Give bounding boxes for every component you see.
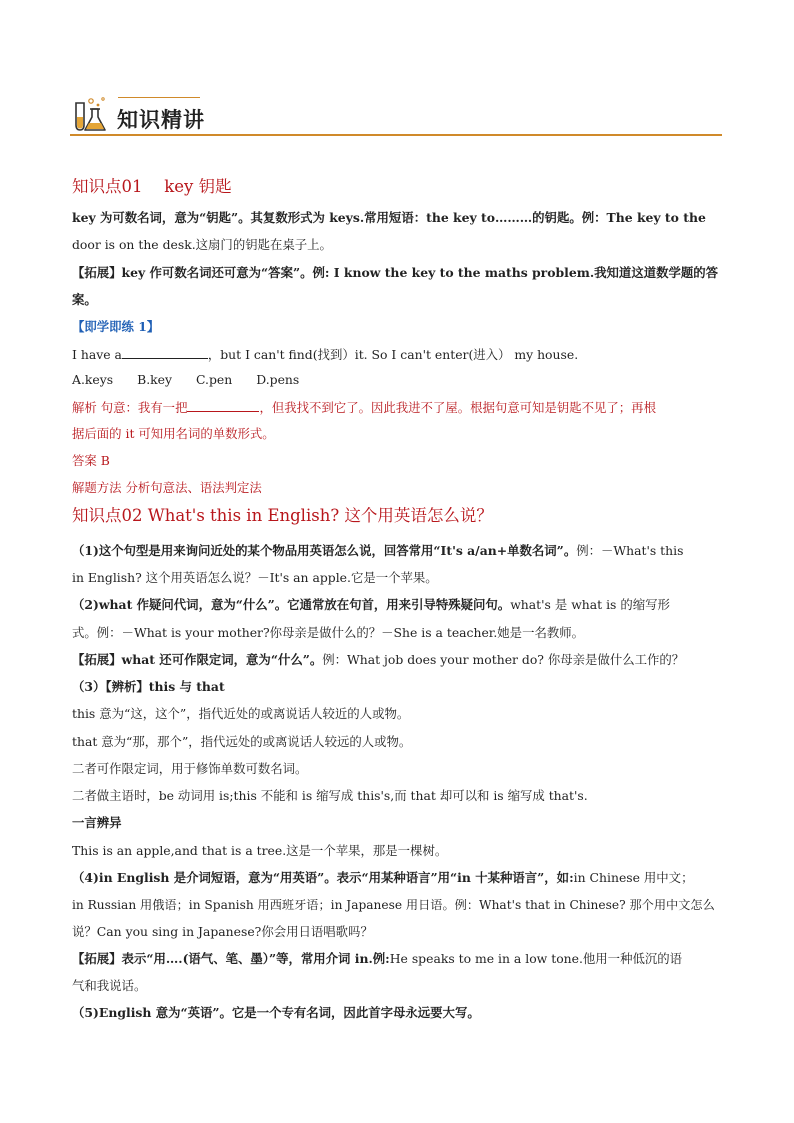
- analysis-line2: 据后面的 it 可知用名词的单数形式。: [72, 426, 275, 441]
- kp2-p4-line2: in Russian 用俄语；in Spanish 用西班牙语；in Japanese 用日语。例：What's that in Chinese? 那个用中文怎么: [72, 898, 715, 912]
- kp2-p1-line2: in English? 这个用英语怎么说？－It's an apple.它是一个苹果。: [72, 570, 438, 585]
- lab-flask-icon: [70, 95, 110, 135]
- practice-question: [72, 346, 578, 363]
- kp1-ext-part1: 【拓展】key 作可数名词还可意为“答案”。例: I know the key to the maths problem.: [72, 265, 595, 280]
- kp2-p4-ext-bold: 【拓展】表示“用….(语气、笔、墨）”等，常用介词 in.例:: [72, 951, 390, 966]
- kp2-p1-line1: [72, 543, 683, 559]
- kp2-p4-line1: [72, 870, 693, 886]
- kp1-line1: [72, 210, 706, 226]
- kp2-p5: （5)English 意为“英语”。它是一个专有名词，因此首字母永远要大写。: [72, 1005, 480, 1020]
- kp2-heading: 知识点02 What's this in English? 这个用英语怎么说？: [72, 506, 493, 525]
- analysis-part2: ，但我找不到它了。因此我进不了屋。根据句意可知是钥匙不见了；再根: [259, 400, 656, 415]
- option-c[interactable]: C.pen: [195, 372, 233, 387]
- option-a[interactable]: A.keys: [72, 372, 114, 387]
- kp1-extension-line1: [72, 265, 718, 281]
- kp2-p4-rest: in Chinese 用中文；: [573, 870, 694, 885]
- kp2-p4-extension1: [72, 951, 682, 967]
- kp1-line2: door is on the desk.这扇门的钥匙在桌子上。: [72, 237, 332, 252]
- kp2-p2-line2: 式。例：－What is your mother?你母亲是做什么的？－She is a teacher.她是一名教师。: [72, 625, 585, 640]
- question-blank[interactable]: [122, 346, 208, 359]
- kp1-line1-bold: key 为可数名词，意为“钥匙”。其复数形式为 keys.常用短语：the key to…: [72, 210, 508, 225]
- kp2-p3-that: that 意为“那，那个”，指代远处的或离说话人较远的人或物。: [72, 734, 412, 749]
- kp2-p1-example: 例：－What's this: [576, 543, 684, 558]
- kp2-p2-rest: what's 是 what is 的缩写形: [510, 597, 670, 612]
- kp1-heading: 知识点01 key 钥匙: [72, 177, 232, 196]
- practice-label: 【即学即练 1】: [72, 319, 160, 334]
- kp2-p4-extension2: 气和我说话。: [72, 978, 147, 993]
- kp1-line1-bold2: ……的钥匙。例：The key to the: [507, 210, 706, 225]
- yiyan-label: 一言辨异: [72, 815, 122, 830]
- analysis-line1: [72, 399, 656, 416]
- kp1-ext-part2: 我知道这道数学题的答: [594, 265, 719, 280]
- option-d[interactable]: D.pens: [256, 372, 300, 387]
- kp2-p2-ext-bold: 【拓展】what 还可作限定词，意为“什么”。: [72, 652, 323, 667]
- kp1-extension-line2: 案。: [72, 292, 97, 307]
- kp2-p4-line3: 说？Can you sing in Japanese?你会用日语唱歌吗？: [72, 924, 373, 939]
- option-b[interactable]: B.key: [137, 372, 172, 387]
- question-part2: ，but I can't find(找到）it. So I can't enter(进入） my house.: [207, 347, 579, 362]
- kp2-p3-this: this 意为“这，这个”，指代近处的或离说话人较近的人或物。: [72, 706, 410, 721]
- kp2-p3-heading: （3）【辨析】this 与 that: [72, 679, 225, 694]
- page-title: 知识精讲: [117, 108, 205, 132]
- header-top-line: [118, 97, 200, 98]
- question-part1: I have a: [72, 347, 122, 362]
- analysis-blank: [187, 399, 259, 412]
- analysis-part1: 解析 句意：我有一把: [72, 400, 188, 415]
- method-line: 解题方法 分析句意法、语法判定法: [72, 480, 262, 495]
- kp2-p2-ext-example: 例：What job does your mother do? 你母亲是做什么工作的？: [322, 652, 685, 667]
- kp2-p1-bold: （1)这个句型是用来询问近处的某个物品用英语怎么说，回答常用“It's a/an+单数名词”。: [72, 543, 577, 558]
- answer-line: 答案 B: [72, 453, 110, 468]
- kp2-p3-subject: 二者做主语时，be 动词用 is;this 不能和 is 缩写成 this's,而 that 却可以和 is 缩写成 that's.: [72, 788, 588, 803]
- header-rule: [70, 134, 722, 136]
- practice-options: [72, 372, 299, 388]
- kp2-p2-bold: （2)what 作疑问代词，意为“什么”。它通常放在句首，用来引导特殊疑问句。: [72, 597, 511, 612]
- kp2-p4-bold: （4)in English 是介词短语，意为“用英语”。表示“用某种语言”用“in 十某种语言”，如:: [72, 870, 574, 885]
- yiyan-example: This is an apple,and that is a tree.这是一个苹果，那是一棵树。: [72, 843, 448, 858]
- kp2-p2-line1: [72, 597, 670, 613]
- kp2-p2-extension: [72, 652, 684, 668]
- kp2-p4-ext-example: He speaks to me in a low tone.他用一种低沉的语: [389, 951, 683, 966]
- kp2-p3-determiner: 二者可作限定词，用于修饰单数可数名词。: [72, 761, 308, 776]
